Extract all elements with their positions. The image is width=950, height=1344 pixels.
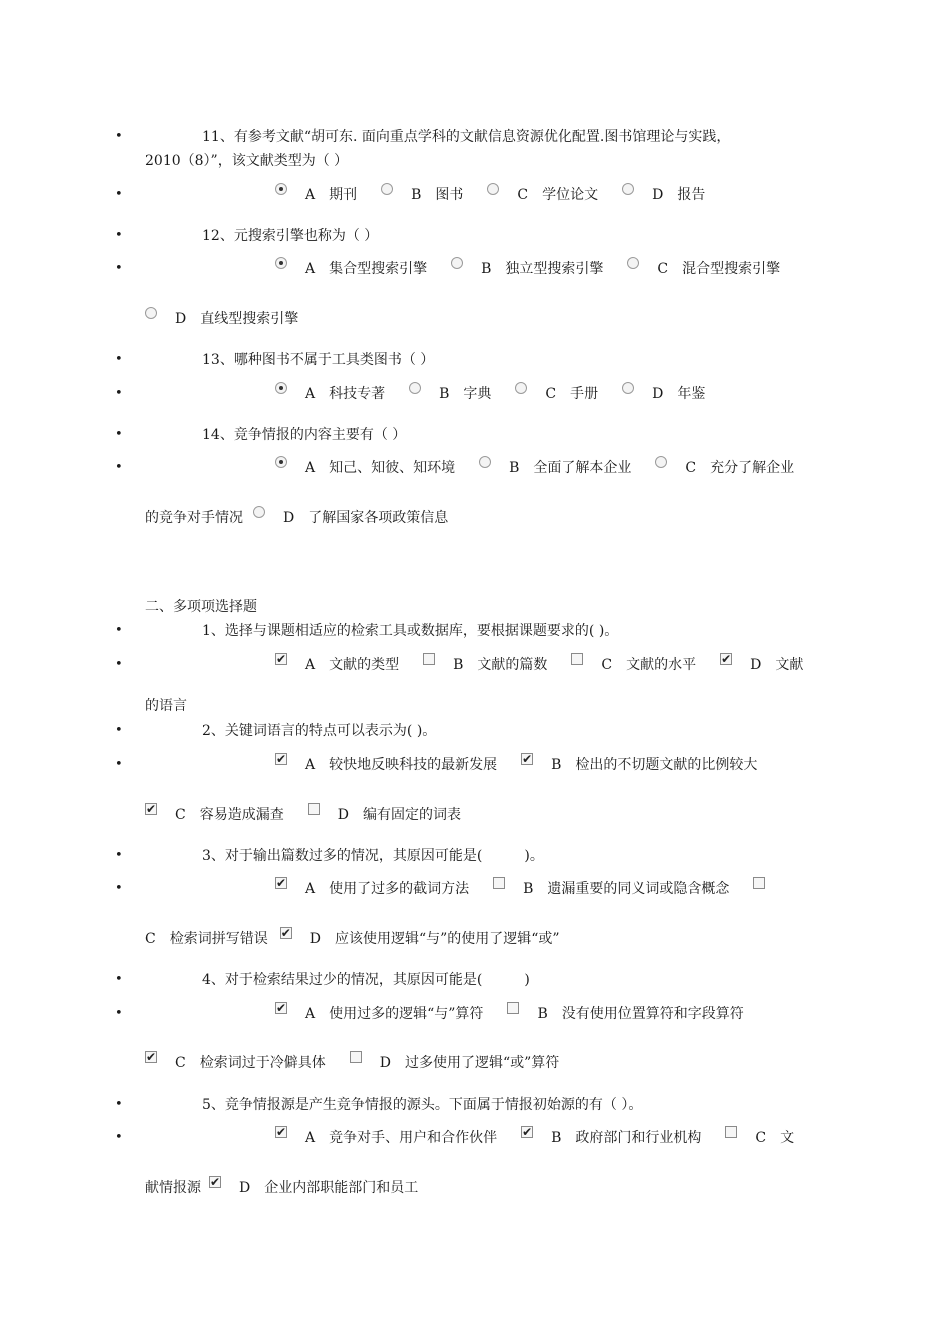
checkbox-c-checked[interactable]: ✔ [146, 802, 157, 816]
option-c: C 文 [755, 1130, 795, 1146]
bullet: • [115, 129, 123, 144]
option-a: A 集合型搜索引擎 [305, 261, 428, 277]
question-14-options [115, 457, 820, 479]
bullet: • [115, 1130, 123, 1145]
question-text: 3、对于输出篇数过多的情况，其原因可能是( )。 [202, 848, 544, 864]
multi-question-4-options [115, 1001, 820, 1025]
question-text-cont: 2010（8）”，该文献类型为（ ） [145, 153, 349, 169]
option-c: C 检索词过于冷僻具体 [175, 1055, 326, 1071]
bullet: • [115, 386, 123, 401]
multi-question-5 [115, 1094, 820, 1116]
question-12-options-cont [145, 308, 820, 330]
bullet: • [115, 1097, 123, 1112]
radio-d[interactable] [145, 307, 157, 319]
radio-a-selected[interactable] [275, 183, 287, 195]
multi-question-5-options [115, 1125, 820, 1149]
bullet: • [115, 1006, 123, 1021]
bullet: • [115, 657, 123, 672]
checkbox-d[interactable] [308, 803, 320, 815]
checkbox-d-checked[interactable]: ✔ [210, 1175, 221, 1189]
option-b: B 文献的篇数 [453, 657, 548, 673]
checkbox-d[interactable] [350, 1051, 362, 1063]
option-a: A 期刊 [305, 187, 358, 203]
option-c-cont: 的竞争对手情况 [145, 510, 243, 526]
radio-c[interactable] [515, 382, 527, 394]
option-d: D 年鉴 [652, 386, 706, 402]
checkbox-b[interactable] [493, 877, 505, 889]
multi-question-4 [115, 969, 820, 991]
bullet: • [115, 460, 123, 475]
radio-c[interactable] [487, 183, 499, 195]
question-text: 2、关键词语言的特点可以表示为( )。 [202, 723, 437, 739]
checkbox-d-checked[interactable]: ✔ [721, 652, 732, 666]
multi-question-1-options-cont [145, 695, 820, 717]
option-d: D 报告 [652, 187, 706, 203]
checkbox-a-checked[interactable]: ✔ [276, 752, 287, 766]
option-c: C 容易造成漏查 [175, 807, 284, 823]
radio-c[interactable] [627, 257, 639, 269]
bullet: • [115, 723, 123, 738]
question-text: 13、哪种图书不属于工具类图书（ ） [202, 352, 435, 368]
option-d: D 应该使用逻辑“与”的使用了逻辑“或” [309, 931, 560, 947]
radio-d[interactable] [253, 506, 265, 518]
multi-question-3 [115, 845, 820, 867]
option-b: B 独立型搜索引擎 [481, 261, 604, 277]
checkbox-d-checked[interactable]: ✔ [280, 926, 291, 940]
option-b: B 检出的不切题文献的比例较大 [551, 757, 758, 773]
option-a: A 知己、知彼、知环境 [305, 460, 456, 476]
option-c: C 学位论文 [517, 187, 599, 203]
option-d: D 企业内部职能部门和员工 [239, 1180, 419, 1196]
radio-a-selected[interactable] [275, 382, 287, 394]
option-b: B 全面了解本企业 [509, 460, 632, 476]
option-d: D 直线型搜索引擎 [175, 311, 299, 327]
multi-question-2-options-cont [145, 804, 820, 826]
question-text: 5、竞争情报源是产生竞争情报的源头。下面属于情报初始源的有（ ）。 [202, 1097, 643, 1113]
bullet: • [115, 972, 123, 987]
radio-d[interactable] [622, 183, 634, 195]
question-14 [115, 424, 820, 446]
checkbox-b[interactable] [423, 653, 435, 665]
bullet: • [115, 848, 123, 863]
checkbox-a-checked[interactable]: ✔ [276, 1125, 287, 1139]
question-13-options [115, 383, 820, 405]
question-text: 4、对于检索结果过少的情况，其原因可能是( ) [202, 972, 530, 988]
option-a: A 竞争对手、用户和合作伙伴 [305, 1130, 498, 1146]
bullet: • [115, 228, 123, 243]
option-d: D 了解国家各项政策信息 [283, 510, 449, 526]
option-b: B 图书 [411, 187, 464, 203]
option-d-cont: 的语言 [145, 698, 187, 714]
question-12 [115, 225, 820, 247]
question-11-options [115, 184, 820, 206]
radio-a-selected[interactable] [275, 456, 287, 468]
radio-b[interactable] [381, 183, 393, 195]
question-14-options-cont [145, 507, 820, 529]
multi-question-1 [115, 620, 820, 642]
radio-b[interactable] [409, 382, 421, 394]
option-c-cont: 献情报源 [145, 1180, 201, 1196]
option-d: D 编有固定的词表 [337, 807, 461, 823]
multi-question-3-options [115, 876, 820, 900]
multi-question-2 [115, 720, 820, 742]
question-text: 11、有参考文献“胡可东. 面向重点学科的文献信息资源优化配置.图书馆理论与实践， [202, 129, 731, 145]
checkbox-a-checked[interactable]: ✔ [276, 1001, 287, 1015]
option-d: D 文献 [750, 657, 804, 673]
bullet: • [115, 187, 123, 202]
option-a: A 文献的类型 [305, 657, 400, 673]
option-c: C 充分了解企业 [685, 460, 795, 476]
question-text: 1、选择与课题相适应的检索工具或数据库，要根据课题要求的( )。 [202, 623, 619, 639]
question-text: 14、竞争情报的内容主要有（ ） [202, 427, 407, 443]
checkbox-c[interactable] [753, 877, 765, 889]
bullet: • [115, 757, 123, 772]
bullet: • [115, 623, 123, 638]
question-11 [115, 126, 820, 148]
checkbox-c[interactable] [571, 653, 583, 665]
section-title: 二、多项项选择题 [145, 599, 257, 615]
question-12-options [115, 258, 820, 280]
option-a: A 使用了过多的截词方法 [305, 881, 470, 897]
option-c: C 文献的水平 [601, 657, 697, 673]
option-a: A 使用过多的逻辑“与”算符 [305, 1006, 484, 1022]
multi-question-3-options-cont [145, 928, 820, 950]
question-13 [115, 349, 820, 371]
multi-question-2-options [115, 752, 820, 776]
option-a: A 科技专著 [305, 386, 386, 402]
checkbox-c[interactable] [725, 1126, 737, 1138]
radio-c[interactable] [655, 456, 667, 468]
checkbox-b-checked[interactable]: ✔ [522, 752, 533, 766]
bullet: • [115, 261, 123, 276]
question-11-cont [145, 150, 820, 172]
checkbox-b[interactable] [507, 1002, 519, 1014]
radio-a-selected[interactable] [275, 257, 287, 269]
multi-question-1-options [115, 652, 820, 676]
checkbox-c-checked[interactable]: ✔ [146, 1050, 157, 1064]
option-b: B 遗漏重要的同义词或隐含概念 [523, 881, 730, 897]
bullet: • [115, 352, 123, 367]
radio-b[interactable] [451, 257, 463, 269]
option-d: D 过多使用了逻辑“或”算符 [379, 1055, 560, 1071]
radio-d[interactable] [622, 382, 634, 394]
option-b: B 政府部门和行业机构 [551, 1130, 702, 1146]
option-c: C 检索词拼写错误 [145, 931, 268, 947]
radio-b[interactable] [479, 456, 491, 468]
option-a: A 较快地反映科技的最新发展 [305, 757, 498, 773]
bullet: • [115, 881, 123, 896]
checkbox-a-checked[interactable]: ✔ [276, 652, 287, 666]
option-c: C 手册 [545, 386, 599, 402]
multi-question-5-options-cont [145, 1177, 820, 1199]
multi-question-4-options-cont [145, 1052, 820, 1074]
question-text: 12、元搜索引擎也称为（ ） [202, 228, 379, 244]
checkbox-a-checked[interactable]: ✔ [276, 876, 287, 890]
bullet: • [115, 427, 123, 442]
option-b: B 字典 [439, 386, 492, 402]
checkbox-b-checked[interactable]: ✔ [522, 1125, 533, 1139]
option-b: B 没有使用位置算符和字段算符 [537, 1006, 744, 1022]
option-c: C 混合型搜索引擎 [657, 261, 781, 277]
